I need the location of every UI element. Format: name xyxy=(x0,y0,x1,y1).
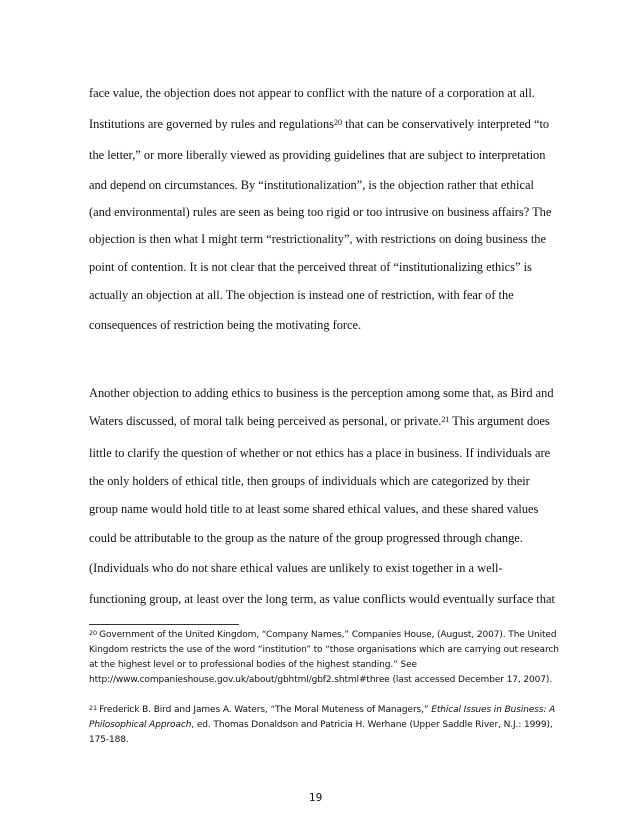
body-line: point of contention. It is not clear that the perceived threat of “institutionalizing ethics” is xyxy=(89,260,532,274)
footnote-20: $^{20}$ Government of the United Kingdom, “Company Names,” Companies House, (August, 2007). The United Kingdom restricts the use of the word “institution” to “those organisations which are carrying out research at the highest level or to professional bodies of the highest standing.” See http://www.companieshouse.gov.uk/about/gbhtml/gbf2.shtml#three (last accessed December 17, 2007). xyxy=(89,628,559,688)
footnote-separator xyxy=(89,624,239,625)
body-line: face value, the objection does not appear to conflict with the nature of a corporation at all. xyxy=(89,86,535,100)
body-line: could be attributable to the group as the nature of the group progressed through change. xyxy=(89,531,523,545)
body-line: Institutions are governed by rules and regulations$^{20}$ that can be conservatively interpreted “to xyxy=(89,117,550,131)
page-number: 19 xyxy=(309,792,323,804)
body-line: the only holders of ethical title, then groups of individuals which are categorized by their xyxy=(89,474,530,488)
body-line: actually an objection at all. The objection is instead one of restriction, with fear of the xyxy=(89,288,514,302)
body-line: group name would hold title to at least some shared ethical values, and these shared values xyxy=(89,502,539,516)
footnote-url[interactable]: http://www.companieshouse.gov.uk/about/gbhtml/gbf2.shtml#three (last accessed December 17, 2007). xyxy=(89,675,553,685)
body-line: little to clarify the question of whether or not ethics has a place in business. If individuals are xyxy=(89,446,551,460)
footnote-number: 21 xyxy=(89,704,98,712)
footnote-ref-20[interactable]: 20 xyxy=(334,118,342,127)
body-line: Another objection to adding ethics to business is the perception among some that, as Bird and xyxy=(89,386,554,400)
body-line: consequences of restriction being the motivating force. xyxy=(89,318,362,332)
body-line: the letter,” or more liberally viewed as providing guidelines that are subject to interpretation xyxy=(89,148,546,162)
body-line: objection is then what I might term “restrictionality”, with restrictions on doing business the xyxy=(89,232,546,246)
footnote-number: 20 xyxy=(89,629,98,637)
body-line: (and environmental) rules are seen as being too rigid or too intrusive on business affairs? The xyxy=(89,205,552,219)
footnote-ref-21[interactable]: 21 xyxy=(441,415,450,424)
body-line: and depend on circumstances. By “institutionalization”, is the objection rather that ethical xyxy=(89,178,534,192)
body-line: (Individuals who do not share ethical values are unlikely to exist together in a well- xyxy=(89,561,503,575)
body-line: functioning group, at least over the long term, as value conflicts would eventually surface that xyxy=(89,592,555,606)
body-line: Waters discussed, of moral talk being perceived as personal, or private.$^{21}$ This argument does xyxy=(89,414,550,428)
footnote-21: $^{21}$ Frederick B. Bird and James A. Waters, “The Moral Muteness of Managers,” Ethical Issues in Business: A Philosophical Approach, ed. Thomas Donaldson and Patricia H. Werhane (Upper Saddle River, N.J.: 1999), 175-188. xyxy=(89,704,556,745)
